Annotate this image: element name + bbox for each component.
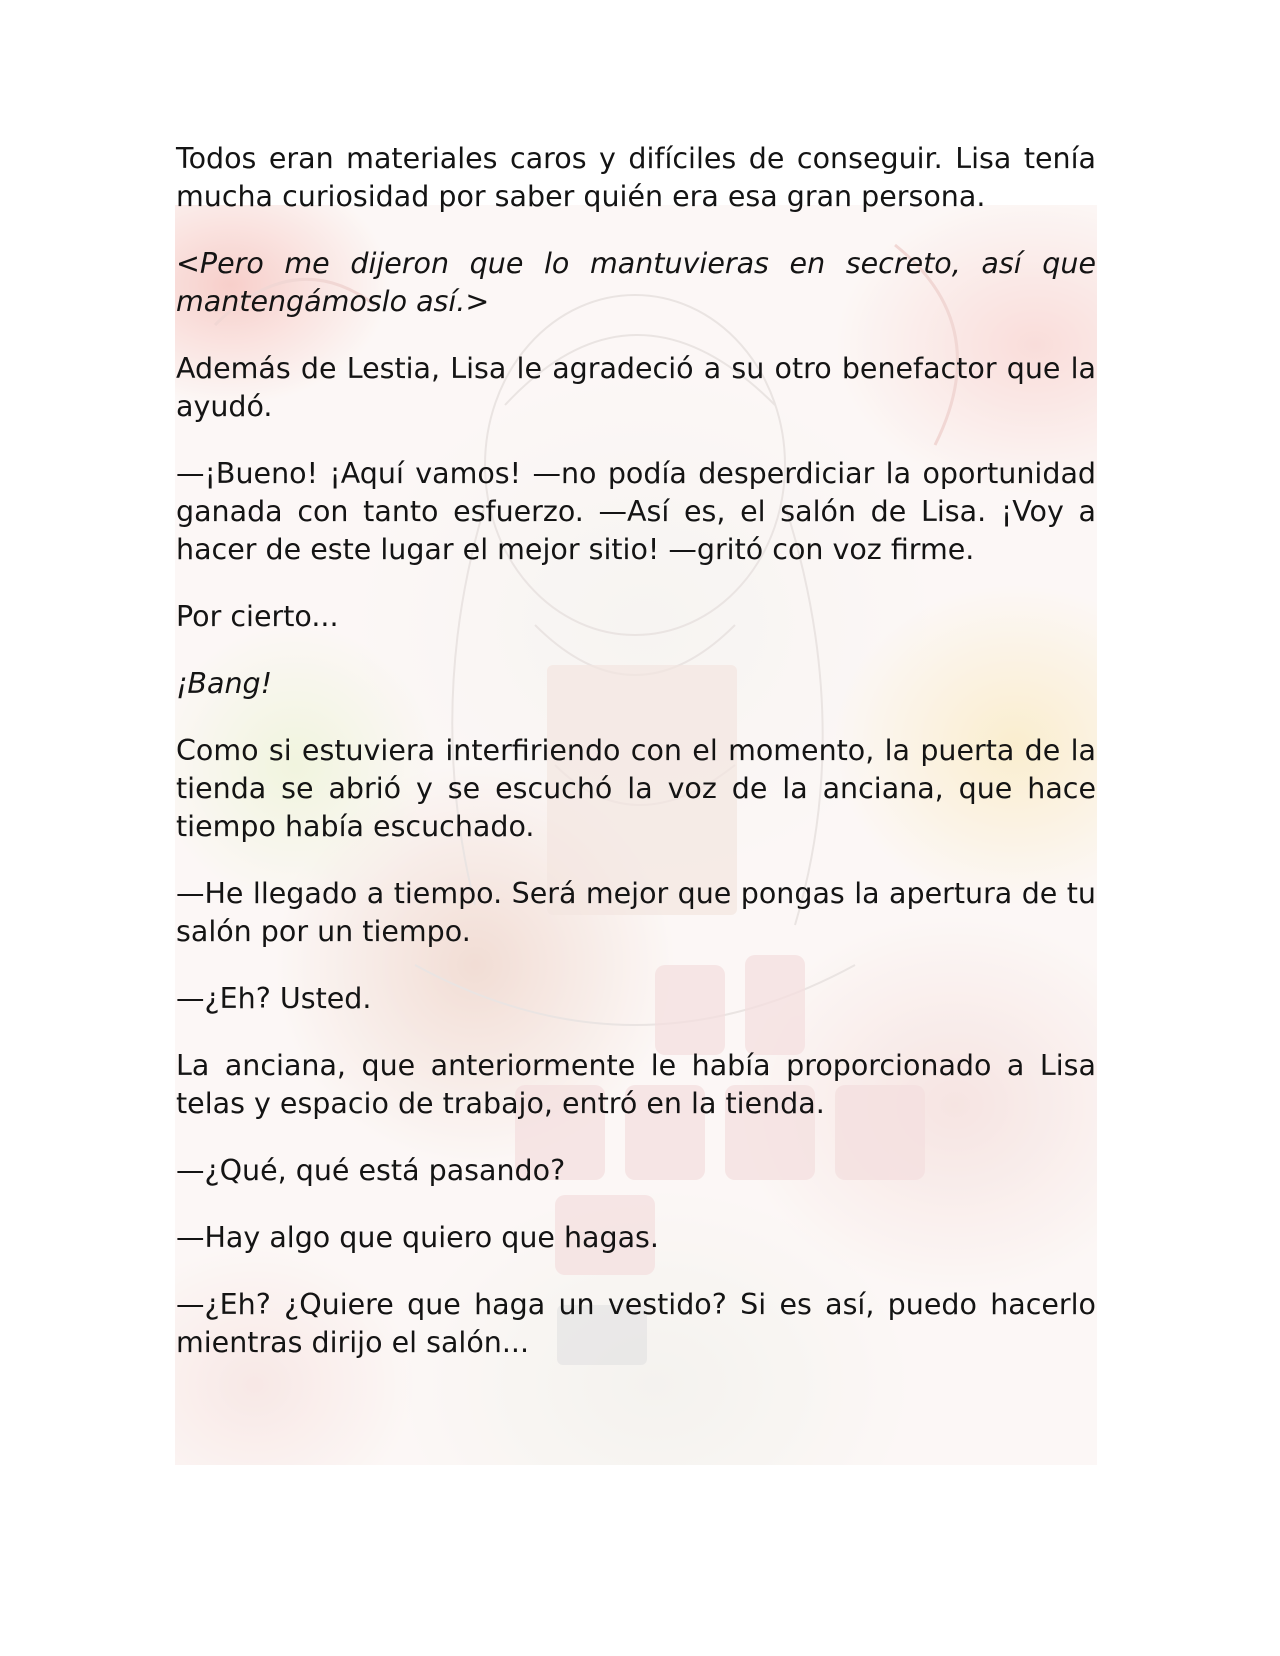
paragraph: Además de Lestia, Lisa le agradeció a su otro benefactor que la ayudó. — [176, 352, 1096, 423]
body-text — [176, 140, 1096, 1391]
paragraph: <Pero me dijeron que lo mantuvieras en secreto, así que mantengámoslo así.> — [176, 247, 1096, 318]
paragraph: Por cierto... — [176, 600, 339, 633]
paragraph: —He llegado a tiempo. Será mejor que pongas la apertura de tu salón por un tiempo. — [176, 877, 1096, 948]
paragraph: Todos eran materiales caros y difíciles de conseguir. Lisa tenía mucha curiosidad por saber quién era esa gran persona. — [176, 142, 1096, 213]
paragraph: La anciana, que anteriormente le había proporcionado a Lisa telas y espacio de trabajo, entró en la tienda. — [176, 1049, 1096, 1120]
paragraph: —¿Eh? ¿Quiere que haga un vestido? Si es así, puedo hacerlo mientras dirijo el salón... — [176, 1288, 1096, 1359]
paragraph: ¡Bang! — [176, 667, 273, 700]
paragraph: —Hay algo que quiero que hagas. — [176, 1221, 659, 1254]
paragraph: —¿Qué, qué está pasando? — [176, 1154, 566, 1187]
paragraph: Como si estuviera interfiriendo con el momento, la puerta de la tienda se abrió y se escuchó la voz de la anciana, que hace tiempo había escuchado. — [176, 734, 1096, 843]
paragraph: —¿Eh? Usted. — [176, 982, 372, 1015]
paragraph: —¡Bueno! ¡Aquí vamos! —no podía desperdiciar la oportunidad ganada con tanto esfuerzo. —Así es, el salón de Lisa. ¡Voy a hacer de este lugar el mejor sitio! —gritó con voz firme. — [176, 457, 1096, 566]
